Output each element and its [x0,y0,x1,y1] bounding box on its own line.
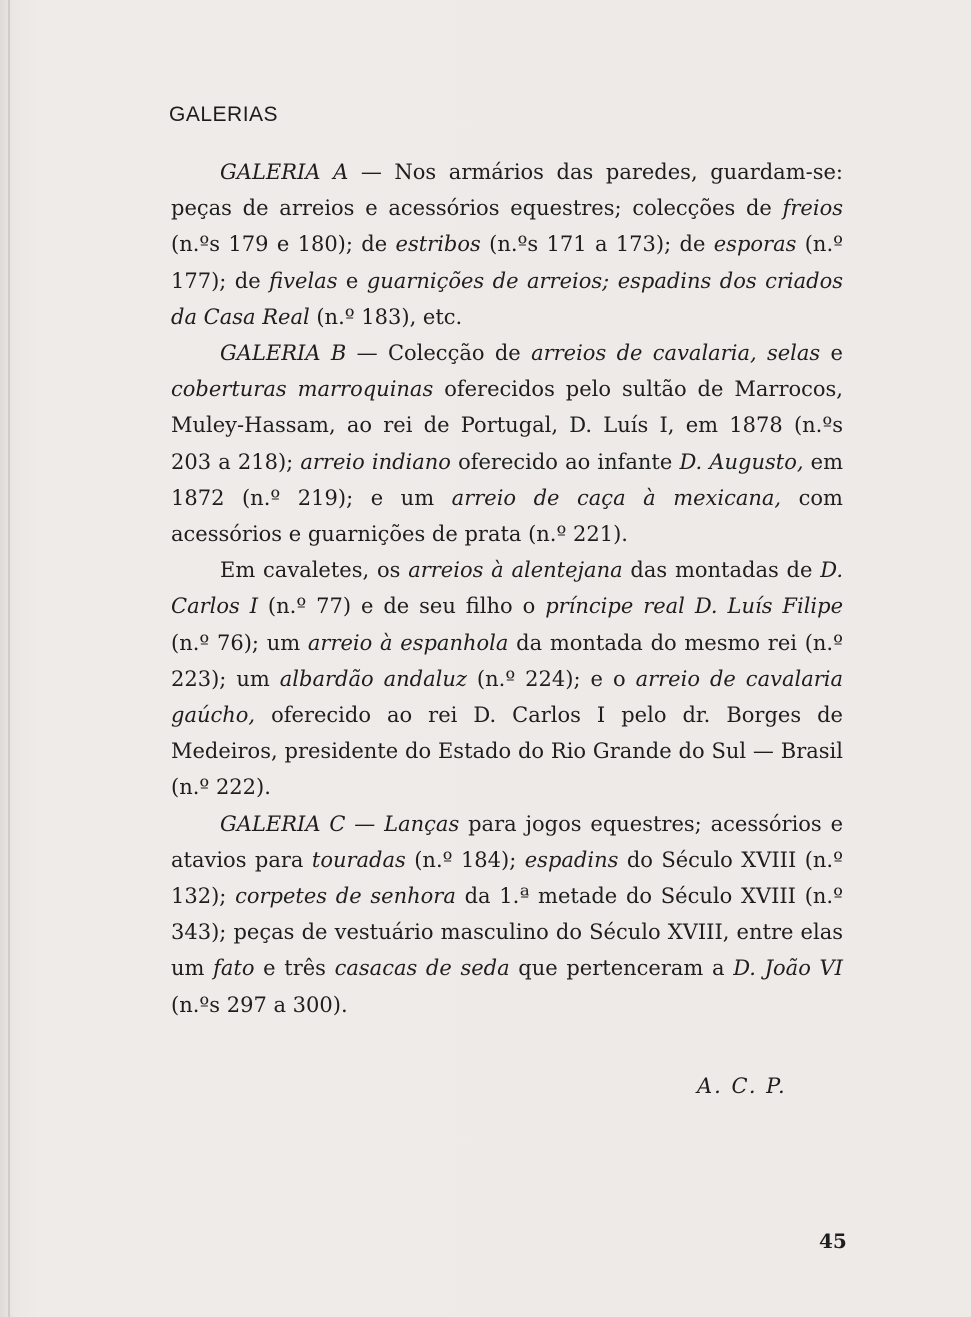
text-run: que pertenceram a [509,956,734,981]
paragraph-cavaletes [171,552,843,805]
text-run: oferecido ao infante [450,449,680,474]
italic-run: arreio de cavalaria gaúcho, [171,666,843,728]
text-run: Em cavaletes, os [220,558,409,583]
text-run: da montada do mesmo rei (n.º 223); um [171,630,843,691]
italic-run: arreios à alentejana [408,558,623,583]
italic-run: corpetes de senhora [235,884,456,909]
text-run: (n.º 184); [405,847,525,872]
italic-run: GALERIA C — Lanças [220,811,460,836]
text-run: e [337,268,367,293]
text-run: (n.º 224); e o [466,666,636,691]
text-run: do Século XVIII (n.º 132); [171,847,843,909]
text-run: — Nos armários das paredes, guardam-se: peças de arreios e acessórios equestres; colecções de [171,160,843,221]
italic-run: D. João VI [733,956,843,981]
italic-run: esporas [713,232,797,257]
author-initials: A. C. P. [697,1074,787,1098]
italic-run: fato [213,956,255,981]
italic-run: fivelas [269,268,338,293]
text-run: da 1.ª metade do Século XVIII (n.º 343); peças de vestuário masculino do Século XVIII, entre elas um [171,884,843,981]
text-run: (n.º 76); um [171,630,308,655]
text-run: para jogos equestres; acessórios e atavios para [171,811,844,872]
text-run: (n.ºs 297 a 300). [171,992,348,1017]
italic-run: espadins [524,847,619,872]
italic-run: guarnições de arreios; espadins dos criados da Casa Real [171,268,844,329]
text-run: (n.º 183), etc. [309,304,463,329]
italic-run: arreio de caça à mexicana, [451,485,782,510]
text-run: (n.º 77) e de seu filho o [258,594,546,619]
italic-run: arreio indiano [300,449,451,474]
text-run: (n.ºs 179 e 180); de [171,232,396,257]
italic-run: estribos [395,232,481,257]
section-heading: GALERIAS [169,103,279,126]
text-run: das montadas de [622,558,821,583]
paragraph-galeria-b [171,335,843,552]
italic-run: D. Augusto, [679,449,804,474]
text-run: (n.ºs 171 a 173); de [480,232,714,257]
italic-run: freios [782,196,843,221]
italic-run: coberturas marroquinas [171,377,434,402]
text-run: (n.º 177); de [171,232,843,293]
text-run: com acessórios e guarnições de prata (n.º 221). [171,485,843,547]
italic-run: GALERIA B [220,341,347,366]
text-run: em 1872 (n.º 219); e um [171,449,843,510]
text-run: e [820,341,843,366]
italic-run: arreios de cavalaria, selas [531,341,821,366]
italic-run: touradas [311,847,406,872]
text-run: — Colecção de [346,341,532,366]
paragraph-galeria-a [171,154,843,335]
italic-run: casacas de seda [334,956,510,981]
italic-run: arreio à espanhola [307,630,509,655]
text-run: e três [254,956,335,981]
italic-run: GALERIA A [220,160,349,184]
page-edge [8,0,10,1317]
italic-run: príncipe real D. Luís Filipe [545,594,843,619]
text-run: oferecido ao rei D. Carlos I pelo dr. Borges de Medeiros, presidente do Estado do Rio Grande do Sul — Brasil (n.º 222). [171,703,843,800]
paragraph-galeria-c [171,806,843,1023]
text-run: oferecidos pelo sultão de Marrocos, Muley-Hassam, ao rei de Portugal, D. Luís I, em 1878 (n.ºs 203 a 218); [171,377,843,474]
italic-run: D. Carlos I [171,558,843,619]
page-number: 45 [819,1229,847,1253]
body-text [171,154,843,1023]
italic-run: albardão andaluz [279,666,467,691]
